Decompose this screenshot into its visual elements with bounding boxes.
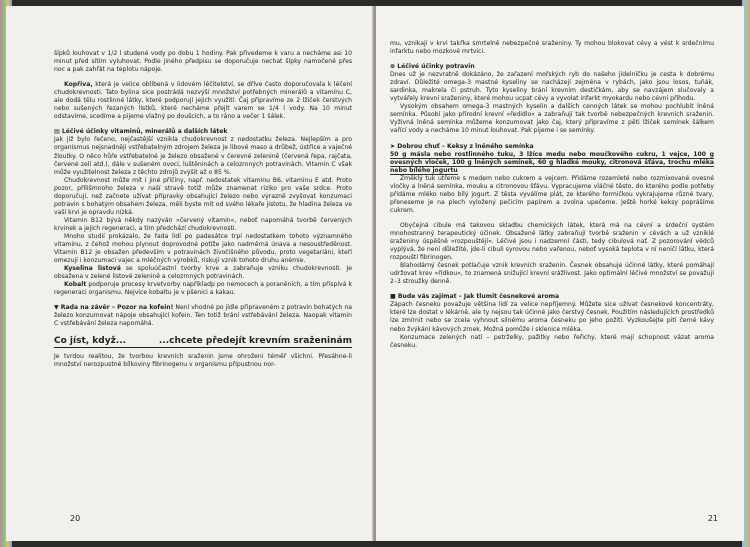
section-icon: ▤ xyxy=(54,128,62,136)
section-paragraph: Kyselina listová se spoluúčastní tvorby krve a zabraňuje vzniku chudokrevnosti. Je obsažena v zelené listové zelenině a celozrnných potravinách. xyxy=(54,265,353,281)
section-paragraph: Dnes už je nezvratně dokázáno, že zařazení mořských ryb do našeho jídelníčku je cesta k dobrému zdraví. Důležité omega-3 mastné kyseliny se nacházejí zejména v rybách, jako jsou losos, tuňák, sardinka, makrela či pstruh. Tyto kyseliny brání krevním destičkám, aby se navzájem slučovaly a vytvářely krevní sraženiny, které mohou ucpat cévy a vyvolat infarkt myokardu nebo cévní příhodu. xyxy=(390,71,714,103)
kopriva-paragraph: Kopřiva, která je velice oblíbená v lidovém léčitelství, se dříve často doporučovala k léčení chudokrevnosti. Tato bylina sice postrádá nezvýší množství potřebných minerálů a vitamínu C, ale dodá tělu rostlinné látky, které podporují jejich využití. Čaj připravíme ze 2 lžiček čerstvých nebo sušených řezaných lístků, které necháme přejít varem se 1/4 l vody. Na 10 minut odstavíme, scedíme a pijeme vlažný po doušcích, a to ráno a večer 1 šálek. xyxy=(54,81,353,121)
section-paragraph: Konzumace zelených natí – petrželky, pažitky nebo řeřichy, které mají schopnost vázat aroma česneku. xyxy=(390,333,714,349)
section-paragraph: Chudokrevnost může mít i jiné příčiny, např. nedostatek vitaminu B6, vitaminu E atd. Proto pozor, přílišmnoho železa v naší stravě totiž může znamenat riziko pro vaše srdce. Proto doporučuji, než začnete užívat přípravky obsahující železo nebo výrazně zvyšovat konzumaci potravin s bohatým obsahem železa, měli byste mít od svého lékaře jistotu, že hladina železa ve vaší krvi je opravdu nízká. xyxy=(54,176,352,216)
section-bar xyxy=(54,335,352,348)
outro-paragraph: Je tvrdou realitou, že tvorbou krevních sraženin jsme ohroženi téměř všichni. Přesáhne-li množství nerozpustné bílkoviny fibrinogenu v organismu přípustnou nor- xyxy=(54,352,352,368)
arrow-icon: ▼ xyxy=(54,304,61,312)
section-paragraph: Vitamin B12 bývá někdy nazýván »červený vitamin«, neboť napomáhá tvorbě červených krvinek a jejich regeneraci, a tím předchází chudokrevnosti. xyxy=(54,216,352,232)
left-page xyxy=(6,6,374,541)
gear-icon: ⊛ xyxy=(390,63,398,71)
section-heading: ■ Bude vás zajímat – Jak tlumit česnekové aroma xyxy=(390,293,560,301)
recipe-ingredients: 50 g másla nebo rostlinného tuku, 3 lžíce medu nebo moučkového cukru, 1 vejce, 100 g ovesných vloček, 100 g lněných semínek, 60 g hladké mouky, citronová šťáva, trochu mléka nebo bílého jogurtu xyxy=(390,150,714,174)
arrow-icon: ➤ xyxy=(390,142,398,150)
section-heading: ⊛ Léčivé účinky potravin xyxy=(390,63,475,71)
intro-paragraph: šípků louhovat v 1/2 l studené vody po dobu 1 hodiny. Pak přivedeme k varu a necháme asi 10 minut před sítím vyluhovat. Podle jiného předpisu se doporučuje nechat šípky namočené přes noc a pak zahřát na teplotu nápoje. xyxy=(54,50,352,74)
right-page-text xyxy=(390,40,714,350)
section-heading: ▤ Léčivé účinky vitaminů, minerálů a dalších látek xyxy=(54,128,228,136)
section-paragraph: Kobalt podporuje procesy krvetvorby napříkladp po nemocech a poraněních, a tím přispívá k regeneraci organismu. Nejvíce kobaltu je v pšenici a kakau. xyxy=(54,281,353,297)
section-paragraph: Vysokým obsahem omega-3 mastných kyselin a dalších cenných látek se mohou pochlubit lněná semínka. Působí jako přírodní krevní »ředidlo« a zabraňují tak tvorbě nebezpečných krevních sraženin. Vyživná lněná semínka můžeme konzumovat jako čaj, který připravíme z pěti lžiček semínek šálkem vařící vody a necháme 10 minut louhovat. Pak pijeme i se semínky. xyxy=(390,103,714,135)
bar-left-label: Co jíst, když... xyxy=(54,335,127,346)
recipe-title: ➤ Dobrou chuť – Keksy z lněného semínka xyxy=(390,142,534,150)
square-bullet-icon: ■ xyxy=(390,293,398,301)
section-paragraph: Zápach česneku považuje většina lidí za velice nepříjemný. Můžete sice užívat česnekové koncentráty, které lze dostat v lékárně, ale ty nejsou tak účinné jako čerstvý česnek. Použitím následujících prostředků lze zmírnit nebo se zcela vyhnout silnému aroma česneku po jeho požití. Vyzkoušejte pití černé kávy nebo žvýkání kávových zrnek. Možná pomůže i sklenice mléka. xyxy=(390,301,714,333)
page-number: 20 xyxy=(70,514,81,523)
section-paragraph: Mnoho studií prokázalo, že řada lidí po padesátce trpí nedostatkem tohoto významného vitaminu, z čehož mohou plynout doprovodné potíže jako nadměrná únava a nesoustředěnost. Vitamin B12 je obsažen především v potravinách živočišného původu, proto vegetariáni, kteří omezují i konzumaci vajec a mléčných výrobků, riskují vznik tohoto druhu anémie. xyxy=(54,232,352,265)
cibule-paragraph: Obyčejná cibule má takovou skladbu chemických látek, která má na cévní a srdeční systém mnohostranný terapeutický účinek. Obsažené látky zabraňují tvorbě sraženin v cévách a už vzniklé sraženiny úspěšně »rozpouštějí«. Léčivé jsou i nadzemní části, tedy cibulová nať. Z pozorování vědců vyplývá, že není důležité, jde-li cibuli syrovou nebo vařenou, neboť vysoká teplota v ní neničí látku, která rozpouští fibrinogen. xyxy=(390,221,714,262)
recipe-method: Změklý tuk utřeme s medem nebo cukrem a vejcem. Přidáme rozemleté nebo rozmixované ovesné vločky a lněná semínka, mouku a citronovou šťávu. Vypracujeme vláčné těsto, do kterého podle potřeby přidáme mléko nebo bílý jogurt. Z těsta vyválíme plát, ze kterého formičkou vykrajujeme různé tvary, přeneseme je na plech vyložený pečicím papírem a zvolna upečeme. Ještě horké keksy poprášíme cukrem. xyxy=(390,174,714,214)
bar-right-label: ...chcete předejít krevním sraženinám xyxy=(158,335,352,346)
section-paragraph: Jak již bylo řečeno, nejčastější vznikla chudokrevnost z nedostatku železa. Nejlepším a pro organismus nejsnadněji vstřebatelným zdrojem železa je libové maso a drůbež, ústřice a vaječné žloutky. O něco hůře vstřebatelné je železo obsažené v čerevné zelenině (červená řepa, rajčata, červené zelí atd.), dále v sušeném ovoci, luštěninách a celozrnných potravinách. Vitamin C však může využitelnost železa z těchto zdrojů zvýšit až o 85 %. xyxy=(54,136,352,176)
intro-paragraph: mu, vznikají v krvi takřka smrtelně nebezpečné sraženiny. Ty mohou blokovat cévy a vést k srdečnímu infarktu nebo mozkové mrtvici. xyxy=(390,40,714,56)
right-page xyxy=(376,6,744,541)
cesnek-paragraph: Blahodárný česnek potlačuje vznik krevních sraženin. Česnek obsahuje účinné látky, které pomáhají udržovat krev »řídkou«, to znamená snižující krevní srážlivost. Jako optimální léčivé množství se považují 2–3 stroužky denně. xyxy=(390,262,714,286)
left-page-text xyxy=(54,50,352,369)
tip-paragraph: ▼ Rada na závěr – Pozor na kofein! Není vhodné po jídle připraveném z potravin bohatých na železo konzumovat nápoje obsahující kofein. Ten totiž brání vstřebávání železa. Naopak vitamin C vstřebávání železa napomáhá. xyxy=(54,304,352,328)
page-number: 21 xyxy=(707,514,718,523)
